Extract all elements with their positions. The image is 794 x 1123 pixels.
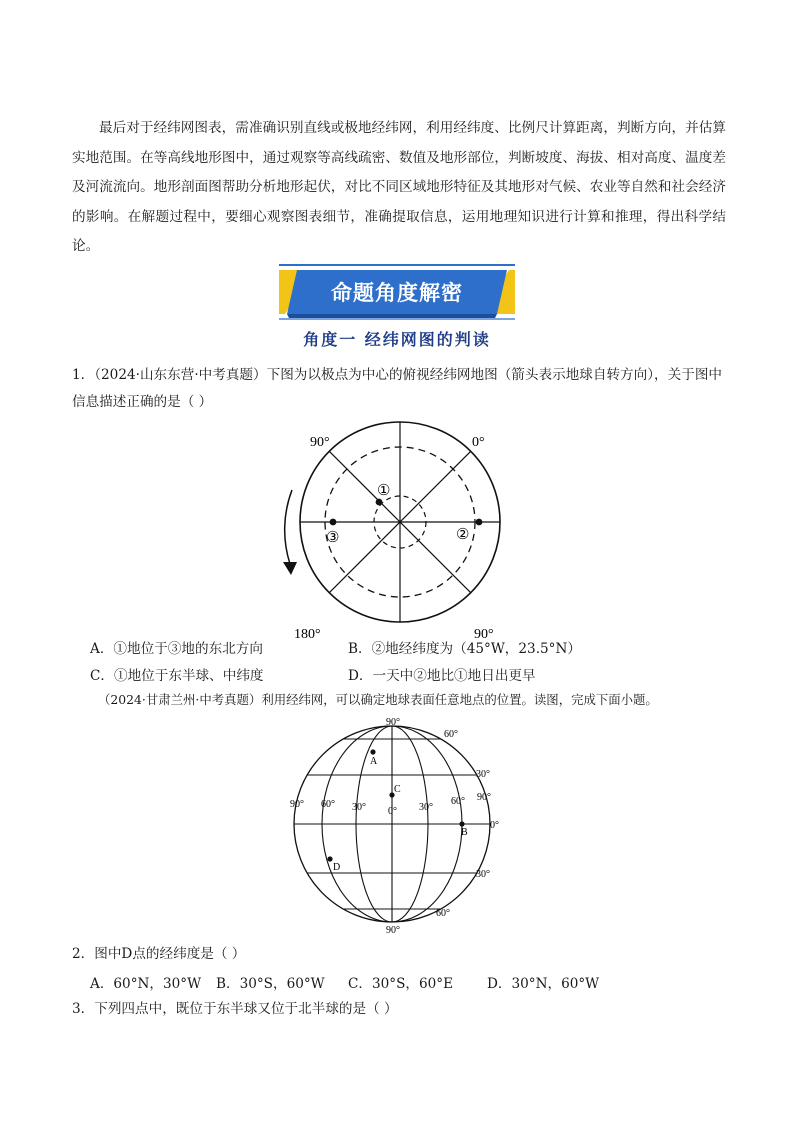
intro-paragraph: 最后对于经纬网图表，需准确识别直线或极地经纬网，利用经纬度、比例尺计算距离，判断方向，并估算实地范围。在等高线地形图中，通过观察等高线疏密、数值及地形部位，判断坡度、海拔、相对高度、温度差及河流流向。地形剖面图帮助分析地形起伏，对比不同区域地形特征及其地形对气候、农业等自然和社会经济的影响。在解题过程中，要细心观察图表细节，准确提取信息，运用地理知识进行计算和推理，得出科学结论。 bbox=[72, 120, 726, 254]
question-1-option-a[interactable]: A．①地位于③地的东北方向 bbox=[90, 641, 263, 657]
globe-point-c: C bbox=[394, 784, 401, 795]
globe-figure bbox=[285, 714, 505, 938]
globe-label-equator: 0° bbox=[490, 820, 499, 831]
globe-label-lon30-east: 30° bbox=[419, 802, 433, 813]
polar-label-top-left: 90° bbox=[310, 435, 330, 450]
question-2-option-d[interactable]: D．30°N，60°W bbox=[487, 976, 600, 992]
globe-label-lon60-west: 60° bbox=[321, 799, 335, 810]
globe-label-lat60-north: 60° bbox=[444, 729, 458, 740]
polar-label-bottom-left: 180° bbox=[294, 627, 321, 640]
angle-title: 角度一 经纬网图的判读 bbox=[303, 330, 491, 349]
question-group-note: （2024·甘肃兰州·中考真题）利用经纬网，可以确定地球表面任意地点的位置。读图，完成下面小题。 bbox=[98, 692, 658, 707]
globe-point-b: B bbox=[461, 827, 468, 838]
banner-title: 命题角度解密 bbox=[331, 281, 463, 305]
polar-label-top-right: 0° bbox=[472, 435, 485, 450]
globe-label-lon90-east: 90° bbox=[477, 792, 491, 803]
polar-point-3-label: ③ bbox=[326, 530, 340, 546]
globe-point-d: D bbox=[333, 862, 341, 873]
globe-label-bottom: 90° bbox=[386, 925, 400, 936]
question-1-option-b[interactable]: B．②地经纬度为（45°W，23.5°N） bbox=[348, 641, 581, 657]
globe-label-top: 90° bbox=[386, 717, 400, 728]
globe-label-lon60-east: 60° bbox=[451, 796, 465, 807]
question-2-option-a[interactable]: A．60°N，30°W bbox=[90, 976, 202, 992]
globe-label-lat60-south: 60° bbox=[436, 908, 450, 919]
polar-label-bottom-right: 90° bbox=[474, 627, 494, 640]
globe-point-a: A bbox=[370, 756, 378, 767]
polar-point-2-label: ② bbox=[456, 527, 470, 543]
globe-label-lat30-south: 30° bbox=[476, 869, 490, 880]
question-2-option-b[interactable]: B．30°S，60°W bbox=[216, 976, 325, 992]
polar-point-1-label: ① bbox=[377, 483, 391, 499]
question-2-option-c[interactable]: C．30°S，60°E bbox=[348, 976, 454, 992]
question-3-stem: 3．下列四点中，既位于东半球又位于北半球的是（ ） bbox=[72, 1001, 398, 1017]
globe-label-lon30-west: 30° bbox=[352, 802, 366, 813]
question-1-stem: 1．（2024·山东东营·中考真题）下图为以极点为中心的俯视经纬网地图（箭头表示地球自转方向），关于图中信息描述正确的是（ ） bbox=[72, 367, 723, 410]
question-2-stem: 2．图中D点的经纬度是（ ） bbox=[72, 946, 246, 962]
globe-label-lat30-north: 30° bbox=[476, 769, 490, 780]
polar-map-figure bbox=[270, 418, 510, 640]
question-1-option-c[interactable]: C．①地位于东半球、中纬度 bbox=[90, 668, 264, 684]
globe-label-lon0: 0° bbox=[388, 806, 397, 817]
question-1-option-d[interactable]: D．一天中②地比①地日出更早 bbox=[348, 668, 536, 684]
globe-label-lon90-west: 90° bbox=[290, 799, 304, 810]
section-banner bbox=[279, 264, 515, 320]
